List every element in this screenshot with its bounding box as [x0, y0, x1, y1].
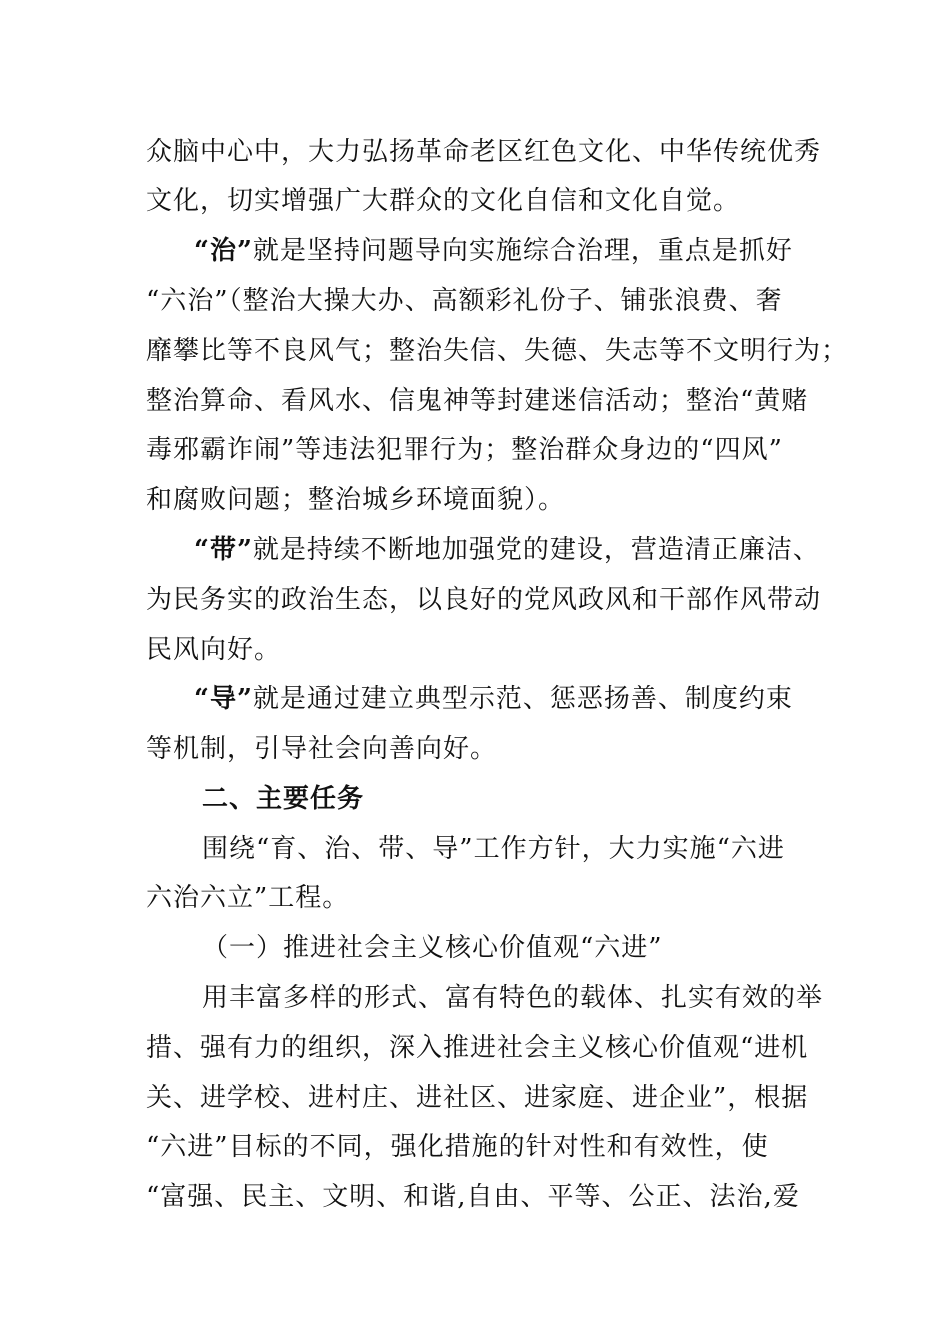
text-line: “六进”目标的不同，强化措施的针对性和有效性，使: [146, 1132, 769, 1162]
text-line: 和腐败问题；整治城乡环境面貌）。: [146, 485, 566, 515]
text-line: 用丰富多样的形式、富有特色的载体、扎实有效的举: [202, 983, 824, 1013]
text-line: “富强、民主、文明、和谐,自由、平等、公正、法治,爱: [146, 1182, 800, 1212]
text-line: 众脑中心中，大力弘扬革命老区红色文化、中华传统优秀: [146, 137, 822, 167]
text-line: 等机制，引导社会向善向好。: [146, 734, 498, 764]
keyword-dai: “带”: [194, 535, 253, 565]
text-line: 靡攀比等不良风气；整治失信、失德、失志等不文明行为；: [146, 336, 849, 366]
text-line: 六治六立”工程。: [146, 883, 350, 913]
text-line: 民风向好。: [146, 635, 282, 665]
paragraph-dai: [194, 534, 820, 566]
subsection-heading: （一）推进社会主义核心价值观“六进”: [202, 933, 663, 963]
text-line: 为民务实的政治生态，以良好的党风政风和干部作风带动: [146, 585, 822, 615]
text-line: 就是持续不断地加强党的建设，营造清正廉洁、: [252, 535, 820, 565]
text-line: 就是通过建立典型示范、惩恶扬善、制度约束: [252, 684, 793, 714]
paragraph-dao: [194, 683, 793, 715]
text-line: 就是坚持问题导向实施综合治理，重点是抓好: [252, 236, 793, 266]
text-line: 围绕“育、治、带、导”工作方针，大力实施“六进: [202, 834, 785, 864]
section-heading: 二、主要任务: [202, 784, 365, 814]
paragraph-zhi: [194, 235, 793, 267]
text-line: “六治”（整治大操大办、高额彩礼份子、铺张浪费、奢: [146, 286, 783, 316]
text-line: 文化，切实增强广大群众的文化自信和文化自觉。: [146, 186, 741, 216]
keyword-dao: “导”: [194, 684, 253, 714]
keyword-zhi: “治”: [194, 236, 253, 266]
text-line: 毒邪霸诈闹”等违法犯罪行为；整治群众身边的“四风”: [146, 435, 783, 465]
text-line: 关、进学校、进村庄、进社区、进家庭、进企业”，根据: [146, 1083, 809, 1113]
text-line: 措、强有力的组织，深入推进社会主义核心价值观“进机: [146, 1033, 809, 1063]
text-line: 整治算命、看风水、信鬼神等封建迷信活动；整治“黄赌: [146, 386, 809, 416]
